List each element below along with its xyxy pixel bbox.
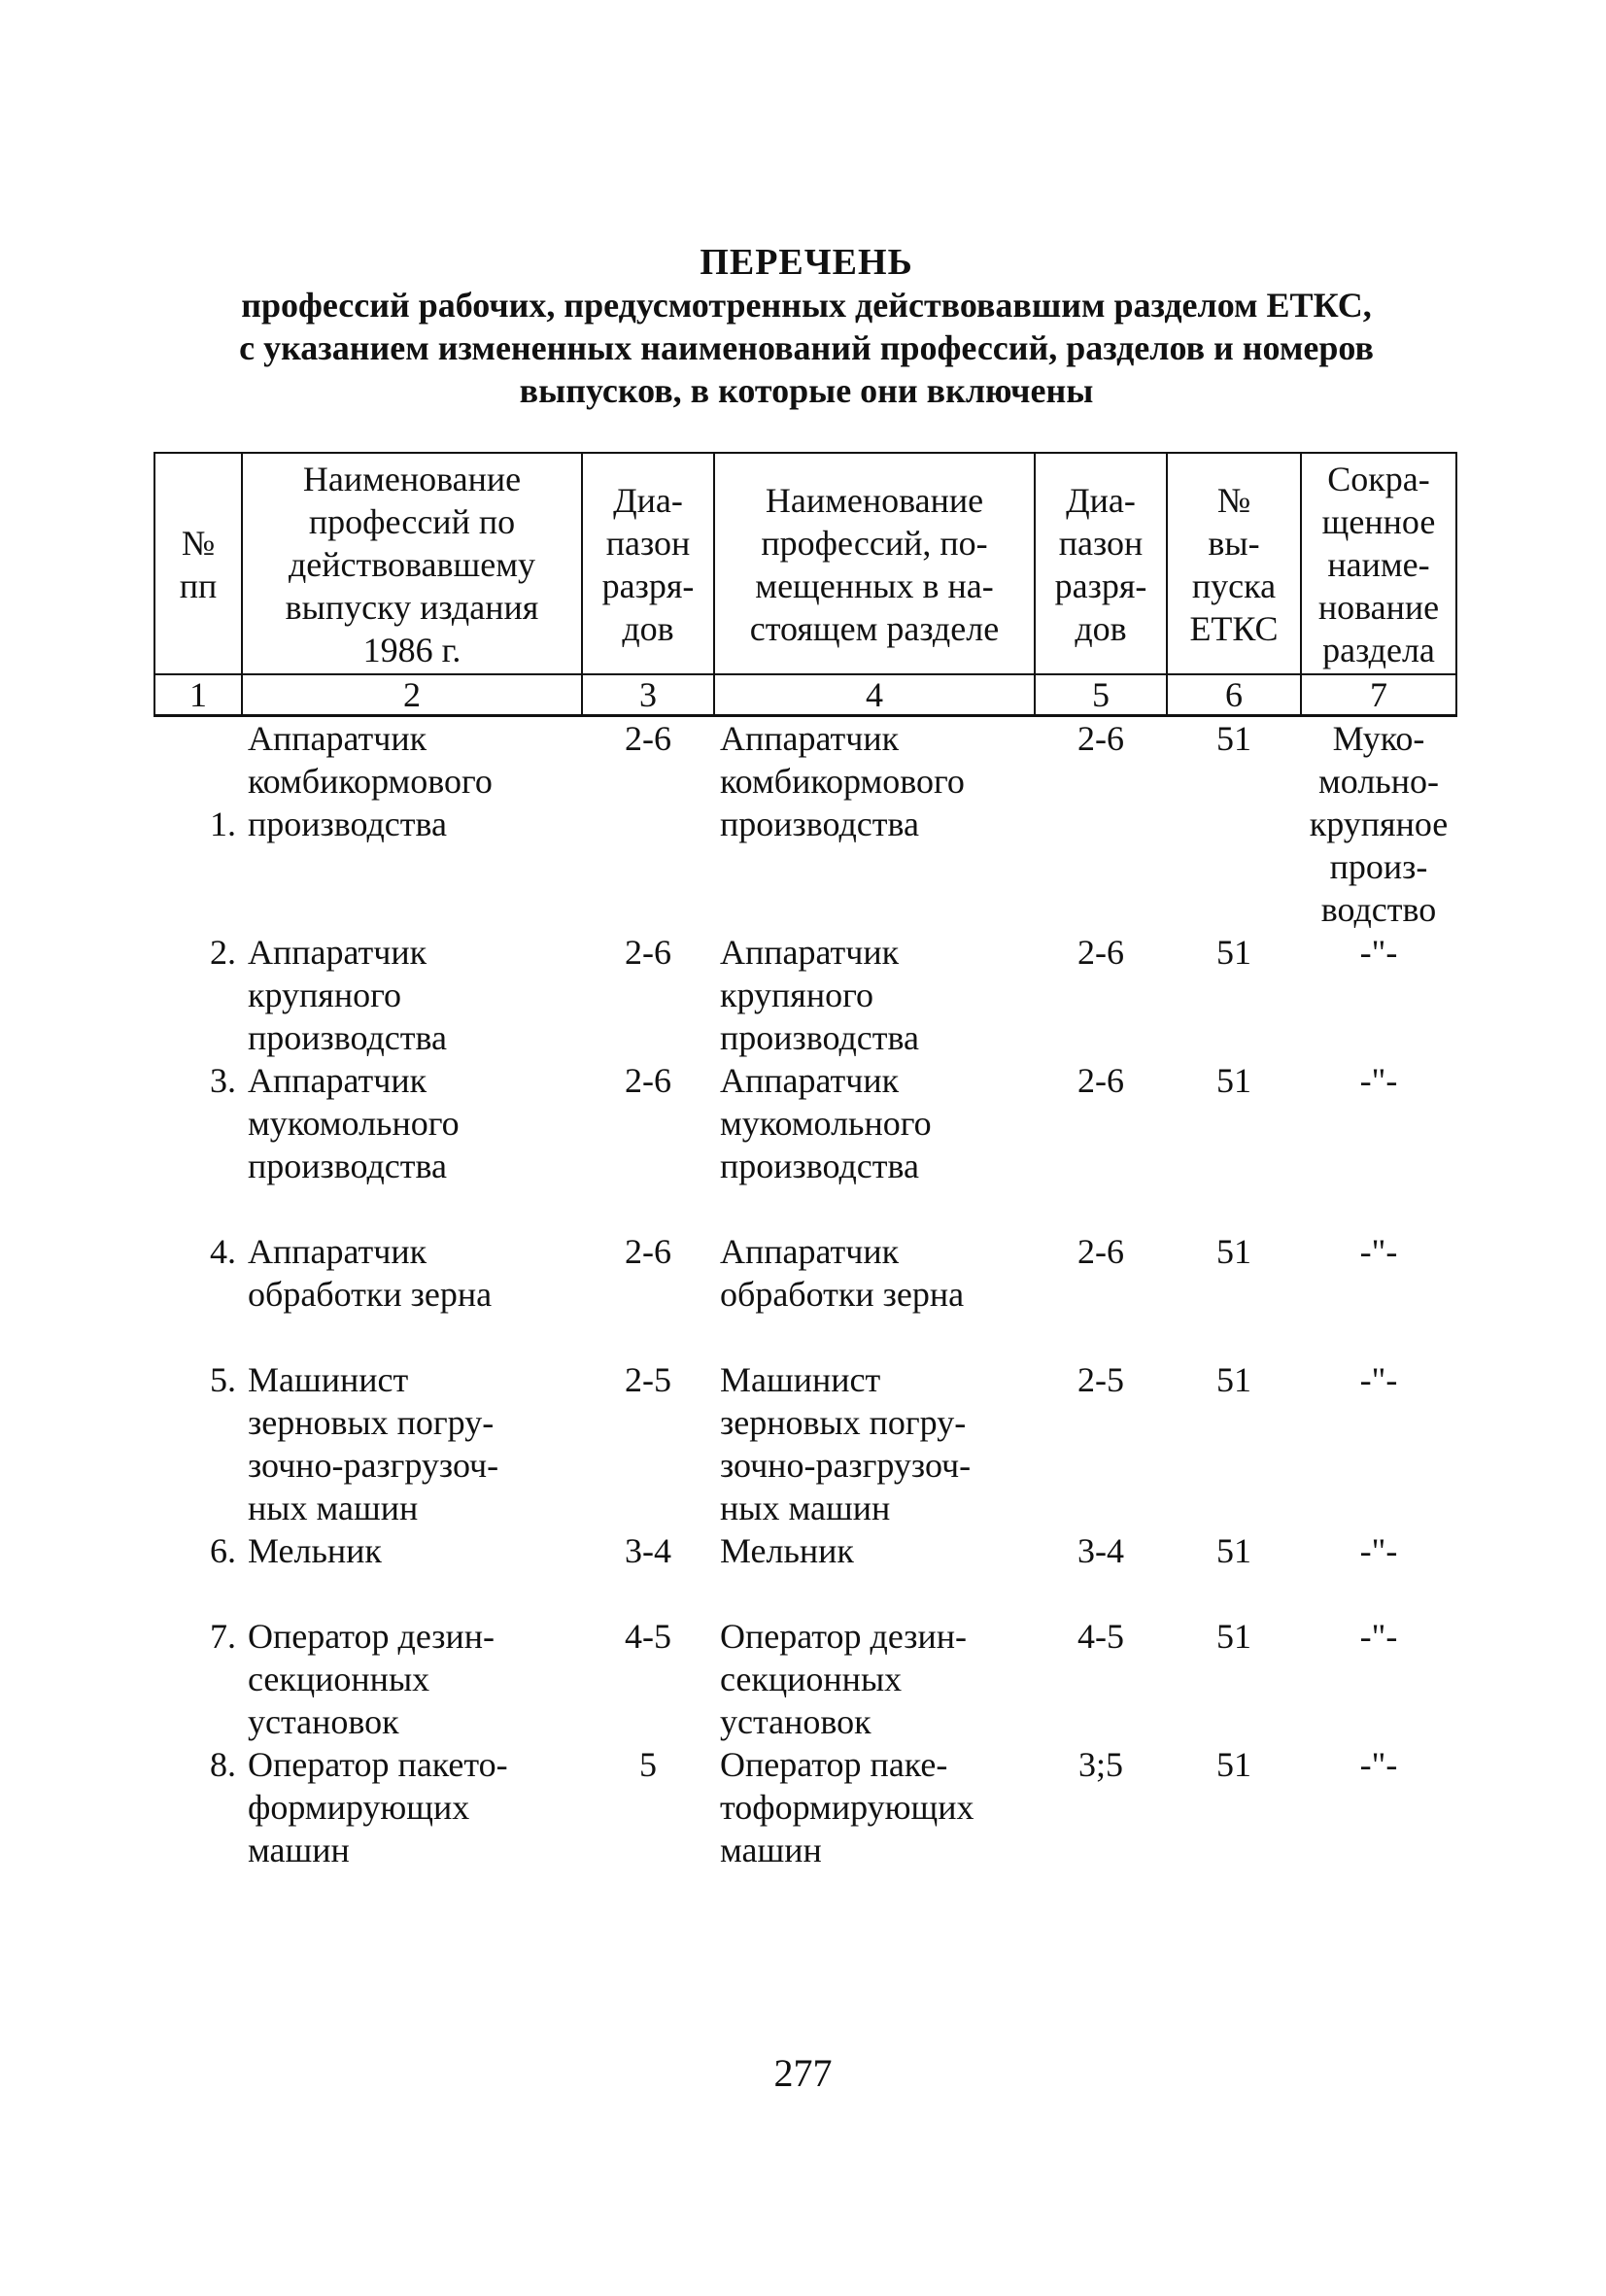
professions-table (154, 452, 1457, 1871)
new-profession-name: Оператор дезин- секционных установок (720, 1617, 968, 1741)
new-grade-range: 3;5 (1077, 1745, 1123, 1784)
table-row (154, 931, 1456, 1059)
header-cell: № вы- пуска ЕТКС (1167, 453, 1301, 674)
row-number: 4. (210, 1232, 236, 1271)
table-row (154, 1615, 1456, 1743)
row-number: 3. (210, 1061, 236, 1100)
row-number: 6. (210, 1531, 236, 1570)
old-grade-range: 5 (639, 1745, 657, 1784)
header-cell: Наименование профессий, по- мещенных в на- стоящем разделе (714, 453, 1035, 674)
new-profession-name: Аппаратчик мукомольного производства (720, 1061, 932, 1185)
page-number: 277 (773, 2051, 833, 2095)
issue-number: 51 (1216, 1531, 1251, 1570)
section-short-name: -"- (1359, 1531, 1398, 1570)
row-number: 1. (210, 805, 236, 843)
header-cell: Диа- пазон разря- дов (1035, 453, 1167, 674)
section-short-name: -"- (1359, 1360, 1398, 1399)
old-grade-range: 2-5 (625, 1360, 671, 1399)
row-number: 2. (210, 933, 236, 972)
section-short-name: -"- (1359, 1745, 1398, 1784)
header-cell: Диа- пазон разря- дов (582, 453, 714, 674)
new-grade-range: 2-5 (1077, 1360, 1124, 1399)
column-number: 3 (582, 674, 714, 716)
column-number: 4 (714, 674, 1035, 716)
new-grade-range: 3-4 (1077, 1531, 1124, 1570)
new-grade-range: 2-6 (1077, 719, 1124, 758)
column-number: 2 (242, 674, 582, 716)
issue-number: 51 (1216, 1617, 1251, 1656)
issue-number: 51 (1216, 719, 1251, 758)
table-row (154, 1529, 1456, 1615)
old-grade-range: 2-6 (625, 719, 671, 758)
column-number: 7 (1301, 674, 1456, 716)
section-short-name: -"- (1359, 1617, 1398, 1656)
new-grade-range: 4-5 (1077, 1617, 1124, 1656)
header-cell: Сокра- щенное наиме- нование раздела (1301, 453, 1456, 674)
old-profession-name: Аппаратчик комбикормового производства (248, 719, 493, 843)
issue-number: 51 (1216, 933, 1251, 972)
new-profession-name: Машинист зерновых погру- зочно-разгрузоч- ных машин (720, 1360, 972, 1527)
document-subtitle-line-2: с указанием измененных наименований профессий, разделов и номеров (239, 328, 1374, 367)
new-profession-name: Аппаратчик крупяного производства (720, 933, 919, 1057)
issue-number: 51 (1216, 1061, 1251, 1100)
section-short-name: -"- (1359, 1232, 1398, 1271)
old-grade-range: 2-6 (625, 933, 671, 972)
old-grade-range: 4-5 (625, 1617, 671, 1656)
old-grade-range: 2-6 (625, 1232, 671, 1271)
issue-number: 51 (1216, 1232, 1251, 1271)
old-profession-name: Оператор дезин- секционных установок (248, 1617, 495, 1741)
document-title: ПЕРЕЧЕНЬ (700, 242, 913, 283)
section-short-name: Муко- мольно- крупяное произ- водство (1309, 719, 1449, 929)
old-profession-name: Машинист зерновых погру- зочно-разгрузоч- ных машин (248, 1360, 499, 1527)
header-cell: № пп (154, 453, 242, 674)
row-number: 7. (210, 1617, 236, 1656)
new-grade-range: 2-6 (1077, 933, 1124, 972)
old-profession-name: Оператор пакето- формирующих машин (248, 1745, 508, 1869)
new-profession-name: Аппаратчик обработки зерна (720, 1232, 965, 1314)
old-profession-name: Аппаратчик обработки зерна (248, 1232, 493, 1314)
section-short-name: -"- (1359, 933, 1398, 972)
table-row (154, 1358, 1456, 1529)
old-grade-range: 3-4 (625, 1531, 671, 1570)
column-number: 5 (1035, 674, 1167, 716)
old-profession-name: Мельник (248, 1531, 382, 1570)
document-subtitle-line-1: профессий рабочих, предусмотренных действовавшим разделом ЕТКС, (241, 286, 1372, 325)
document-subtitle-line-3: выпусков, в которые они включены (519, 371, 1094, 410)
table-row (154, 1743, 1456, 1871)
issue-number: 51 (1216, 1360, 1251, 1399)
row-number: 8. (210, 1745, 236, 1784)
issue-number: 51 (1216, 1745, 1251, 1784)
new-grade-range: 2-6 (1077, 1232, 1124, 1271)
new-profession-name: Оператор паке- тоформирующих машин (720, 1745, 974, 1869)
column-number: 1 (154, 674, 242, 716)
header-cell: Наименование профессий по действовавшему выпуску издания 1986 г. (242, 453, 582, 674)
new-profession-name: Мельник (720, 1531, 854, 1570)
column-number-row (154, 674, 1456, 716)
section-short-name: -"- (1359, 1061, 1398, 1100)
old-profession-name: Аппаратчик крупяного производства (248, 933, 447, 1057)
document-heading (155, 241, 1457, 412)
table-row (154, 1230, 1456, 1358)
row-number: 5. (210, 1360, 236, 1399)
old-profession-name: Аппаратчик мукомольного производства (248, 1061, 460, 1185)
table-header-row (154, 453, 1456, 674)
old-grade-range: 2-6 (625, 1061, 671, 1100)
column-number: 6 (1167, 674, 1301, 716)
new-grade-range: 2-6 (1077, 1061, 1124, 1100)
table-row (154, 716, 1456, 932)
new-profession-name: Аппаратчик комбикормового производства (720, 719, 965, 843)
table-row (154, 1059, 1456, 1230)
